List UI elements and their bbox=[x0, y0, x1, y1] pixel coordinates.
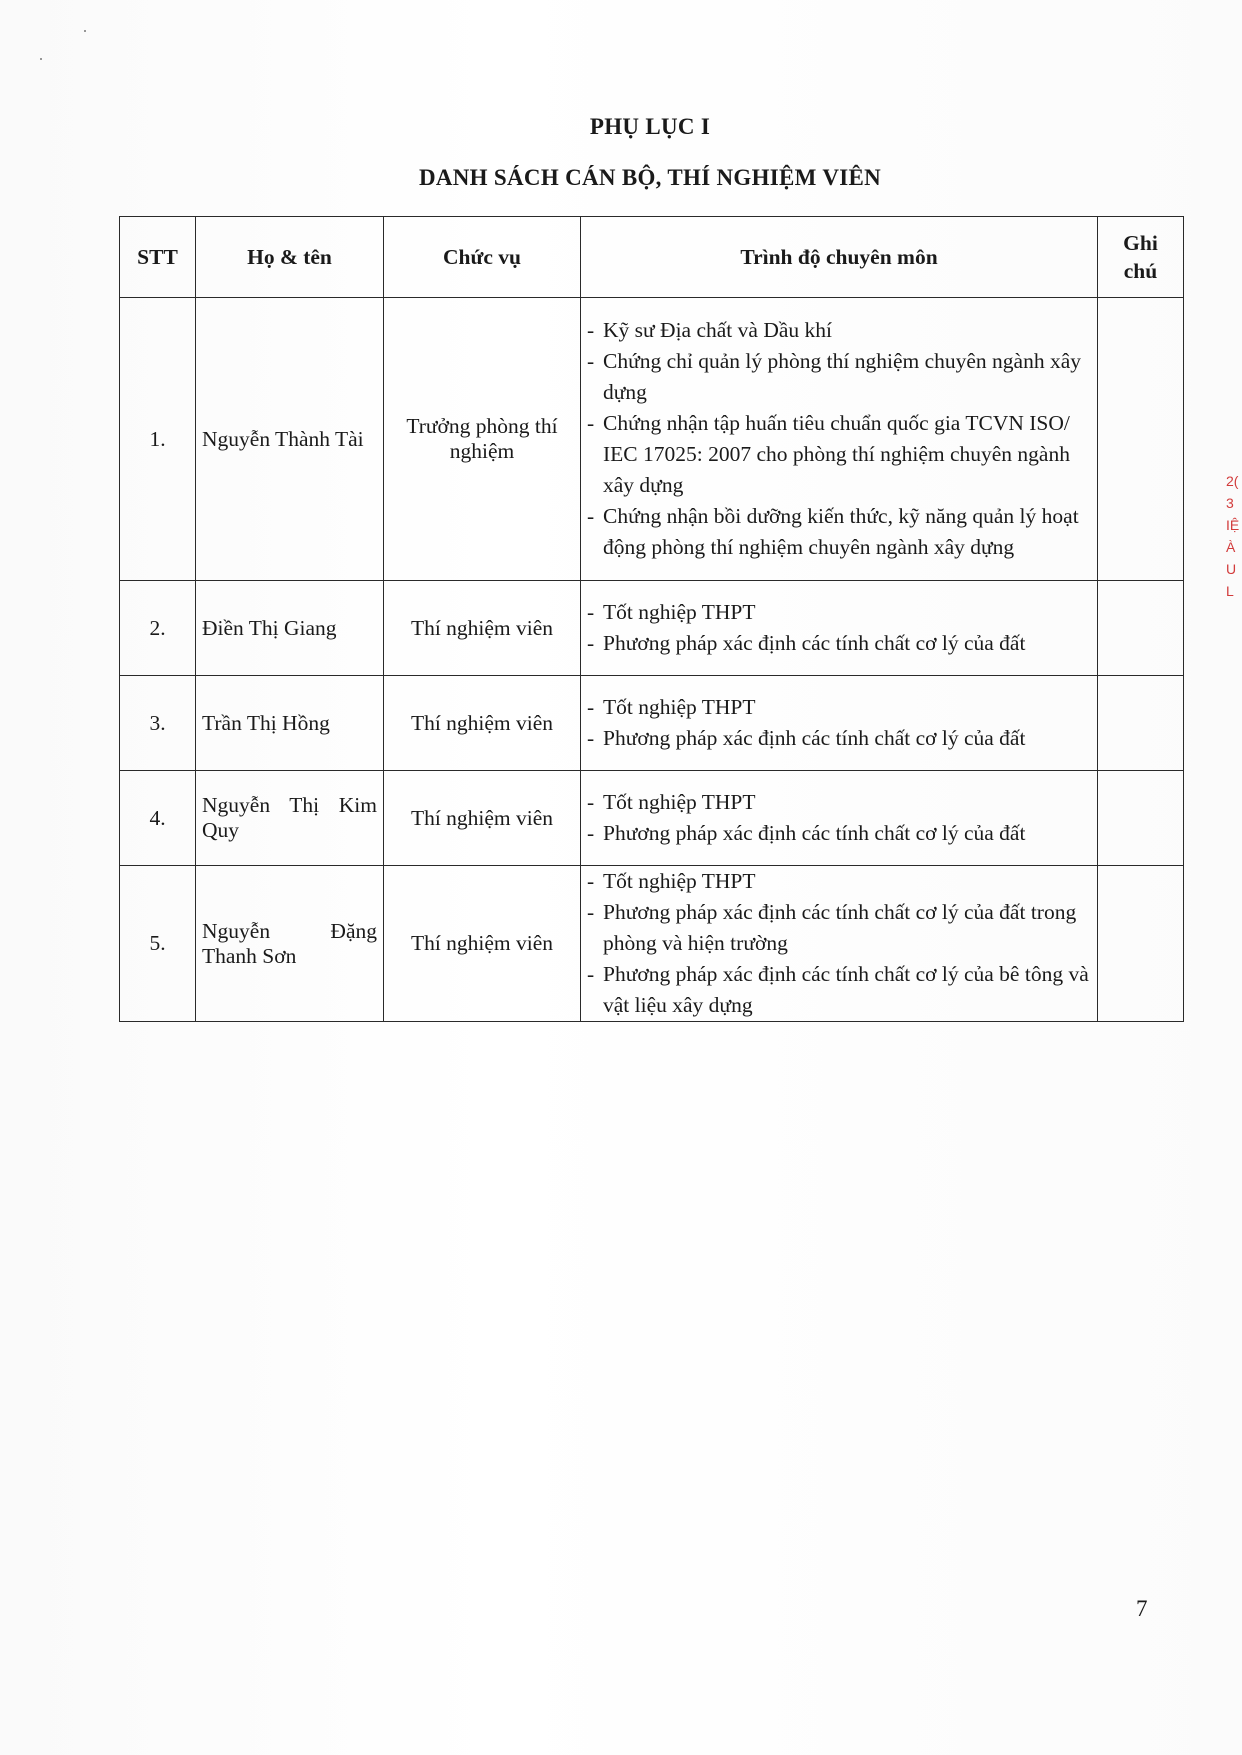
qualification-item: - Kỹ sư Địa chất và Dầu khí bbox=[587, 315, 1091, 346]
qualification-item: - Phương pháp xác định các tính chất cơ lý của bê tông và vật liệu xây dựng bbox=[587, 959, 1091, 1021]
row-note bbox=[1098, 298, 1184, 581]
appendix-title: PHỤ LỤC I bbox=[589, 114, 711, 139]
row-name: Điền Thị Giang bbox=[196, 581, 384, 676]
row-qualifications bbox=[581, 771, 1098, 866]
stamp-fragment: À bbox=[1226, 539, 1236, 555]
row-position: Thí nghiệm viên bbox=[384, 771, 581, 866]
header-note-label: Ghi chú bbox=[1123, 231, 1158, 283]
staff-table bbox=[119, 216, 1184, 1022]
row-stt: 4. bbox=[120, 771, 196, 866]
header-qualifications: Trình độ chuyên môn bbox=[581, 217, 1098, 298]
header-name: Họ & tên bbox=[196, 217, 384, 298]
row-note bbox=[1098, 581, 1184, 676]
qualification-item: - Chứng chỉ quản lý phòng thí nghiệm chuyên ngành xây dựng bbox=[587, 346, 1091, 408]
qualification-item: - Phương pháp xác định các tính chất cơ lý của đất trong phòng và hiện trường bbox=[587, 897, 1091, 959]
table-row bbox=[120, 676, 1184, 771]
table-row bbox=[120, 581, 1184, 676]
row-name: Trần Thị Hồng bbox=[196, 676, 384, 771]
row-stt: 3. bbox=[120, 676, 196, 771]
row-stt: 1. bbox=[120, 298, 196, 581]
header-position: Chức vụ bbox=[384, 217, 581, 298]
qualification-item: - Tốt nghiệp THPT bbox=[587, 692, 1091, 723]
table-header-row bbox=[120, 217, 1184, 298]
header-note bbox=[1098, 217, 1184, 298]
list-title: DANH SÁCH CÁN BỘ, THÍ NGHIỆM VIÊN bbox=[418, 165, 882, 190]
scan-speck bbox=[40, 58, 42, 60]
row-name: Nguyễn Thành Tài bbox=[196, 298, 384, 581]
header-stt: STT bbox=[120, 217, 196, 298]
stamp-fragment: L bbox=[1226, 583, 1234, 599]
qualification-item: - Tốt nghiệp THPT bbox=[587, 866, 1091, 897]
row-note bbox=[1098, 866, 1184, 1022]
row-position: Thí nghiệm viên bbox=[384, 866, 581, 1022]
qualification-item: - Tốt nghiệp THPT bbox=[587, 787, 1091, 818]
row-qualifications bbox=[581, 866, 1098, 1022]
row-name: Nguyễn Thị Kim Quy bbox=[196, 771, 384, 866]
qualification-item: - Phương pháp xác định các tính chất cơ lý của đất bbox=[587, 723, 1091, 754]
row-qualifications bbox=[581, 298, 1098, 581]
row-position: Thí nghiệm viên bbox=[384, 581, 581, 676]
qualification-item: - Chứng nhận bồi dưỡng kiến thức, kỹ năng quản lý hoạt động phòng thí nghiệm chuyên ngành xây dựng bbox=[587, 501, 1091, 563]
row-qualifications bbox=[581, 676, 1098, 771]
row-note bbox=[1098, 676, 1184, 771]
qualification-item: - Tốt nghiệp THPT bbox=[587, 597, 1091, 628]
row-stt: 5. bbox=[120, 866, 196, 1022]
table-row bbox=[120, 298, 1184, 581]
page-number: 7 bbox=[1136, 1596, 1148, 1621]
row-position: Trưởng phòng thí nghiệm bbox=[384, 298, 581, 581]
row-stt: 2. bbox=[120, 581, 196, 676]
row-qualifications bbox=[581, 581, 1098, 676]
qualification-item: - Chứng nhận tập huấn tiêu chuẩn quốc gia TCVN ISO/ IEC 17025: 2007 cho phòng thí nghiệm chuyên ngành xây dựng bbox=[587, 408, 1091, 501]
stamp-fragment: 3 bbox=[1226, 495, 1234, 511]
stamp-fragment: U bbox=[1226, 561, 1237, 577]
qualification-item: - Phương pháp xác định các tính chất cơ lý của đất bbox=[587, 628, 1091, 659]
scan-speck bbox=[84, 30, 86, 32]
row-position: Thí nghiệm viên bbox=[384, 676, 581, 771]
qualification-item: - Phương pháp xác định các tính chất cơ lý của đất bbox=[587, 818, 1091, 849]
table-row bbox=[120, 771, 1184, 866]
stamp-fragment: 2( bbox=[1226, 473, 1239, 489]
row-note bbox=[1098, 771, 1184, 866]
row-name: Nguyễn Đặng Thanh Sơn bbox=[196, 866, 384, 1022]
stamp-fragment: IỆ bbox=[1226, 517, 1240, 533]
stamp-edge bbox=[1226, 470, 1242, 710]
table-row bbox=[120, 866, 1184, 1022]
